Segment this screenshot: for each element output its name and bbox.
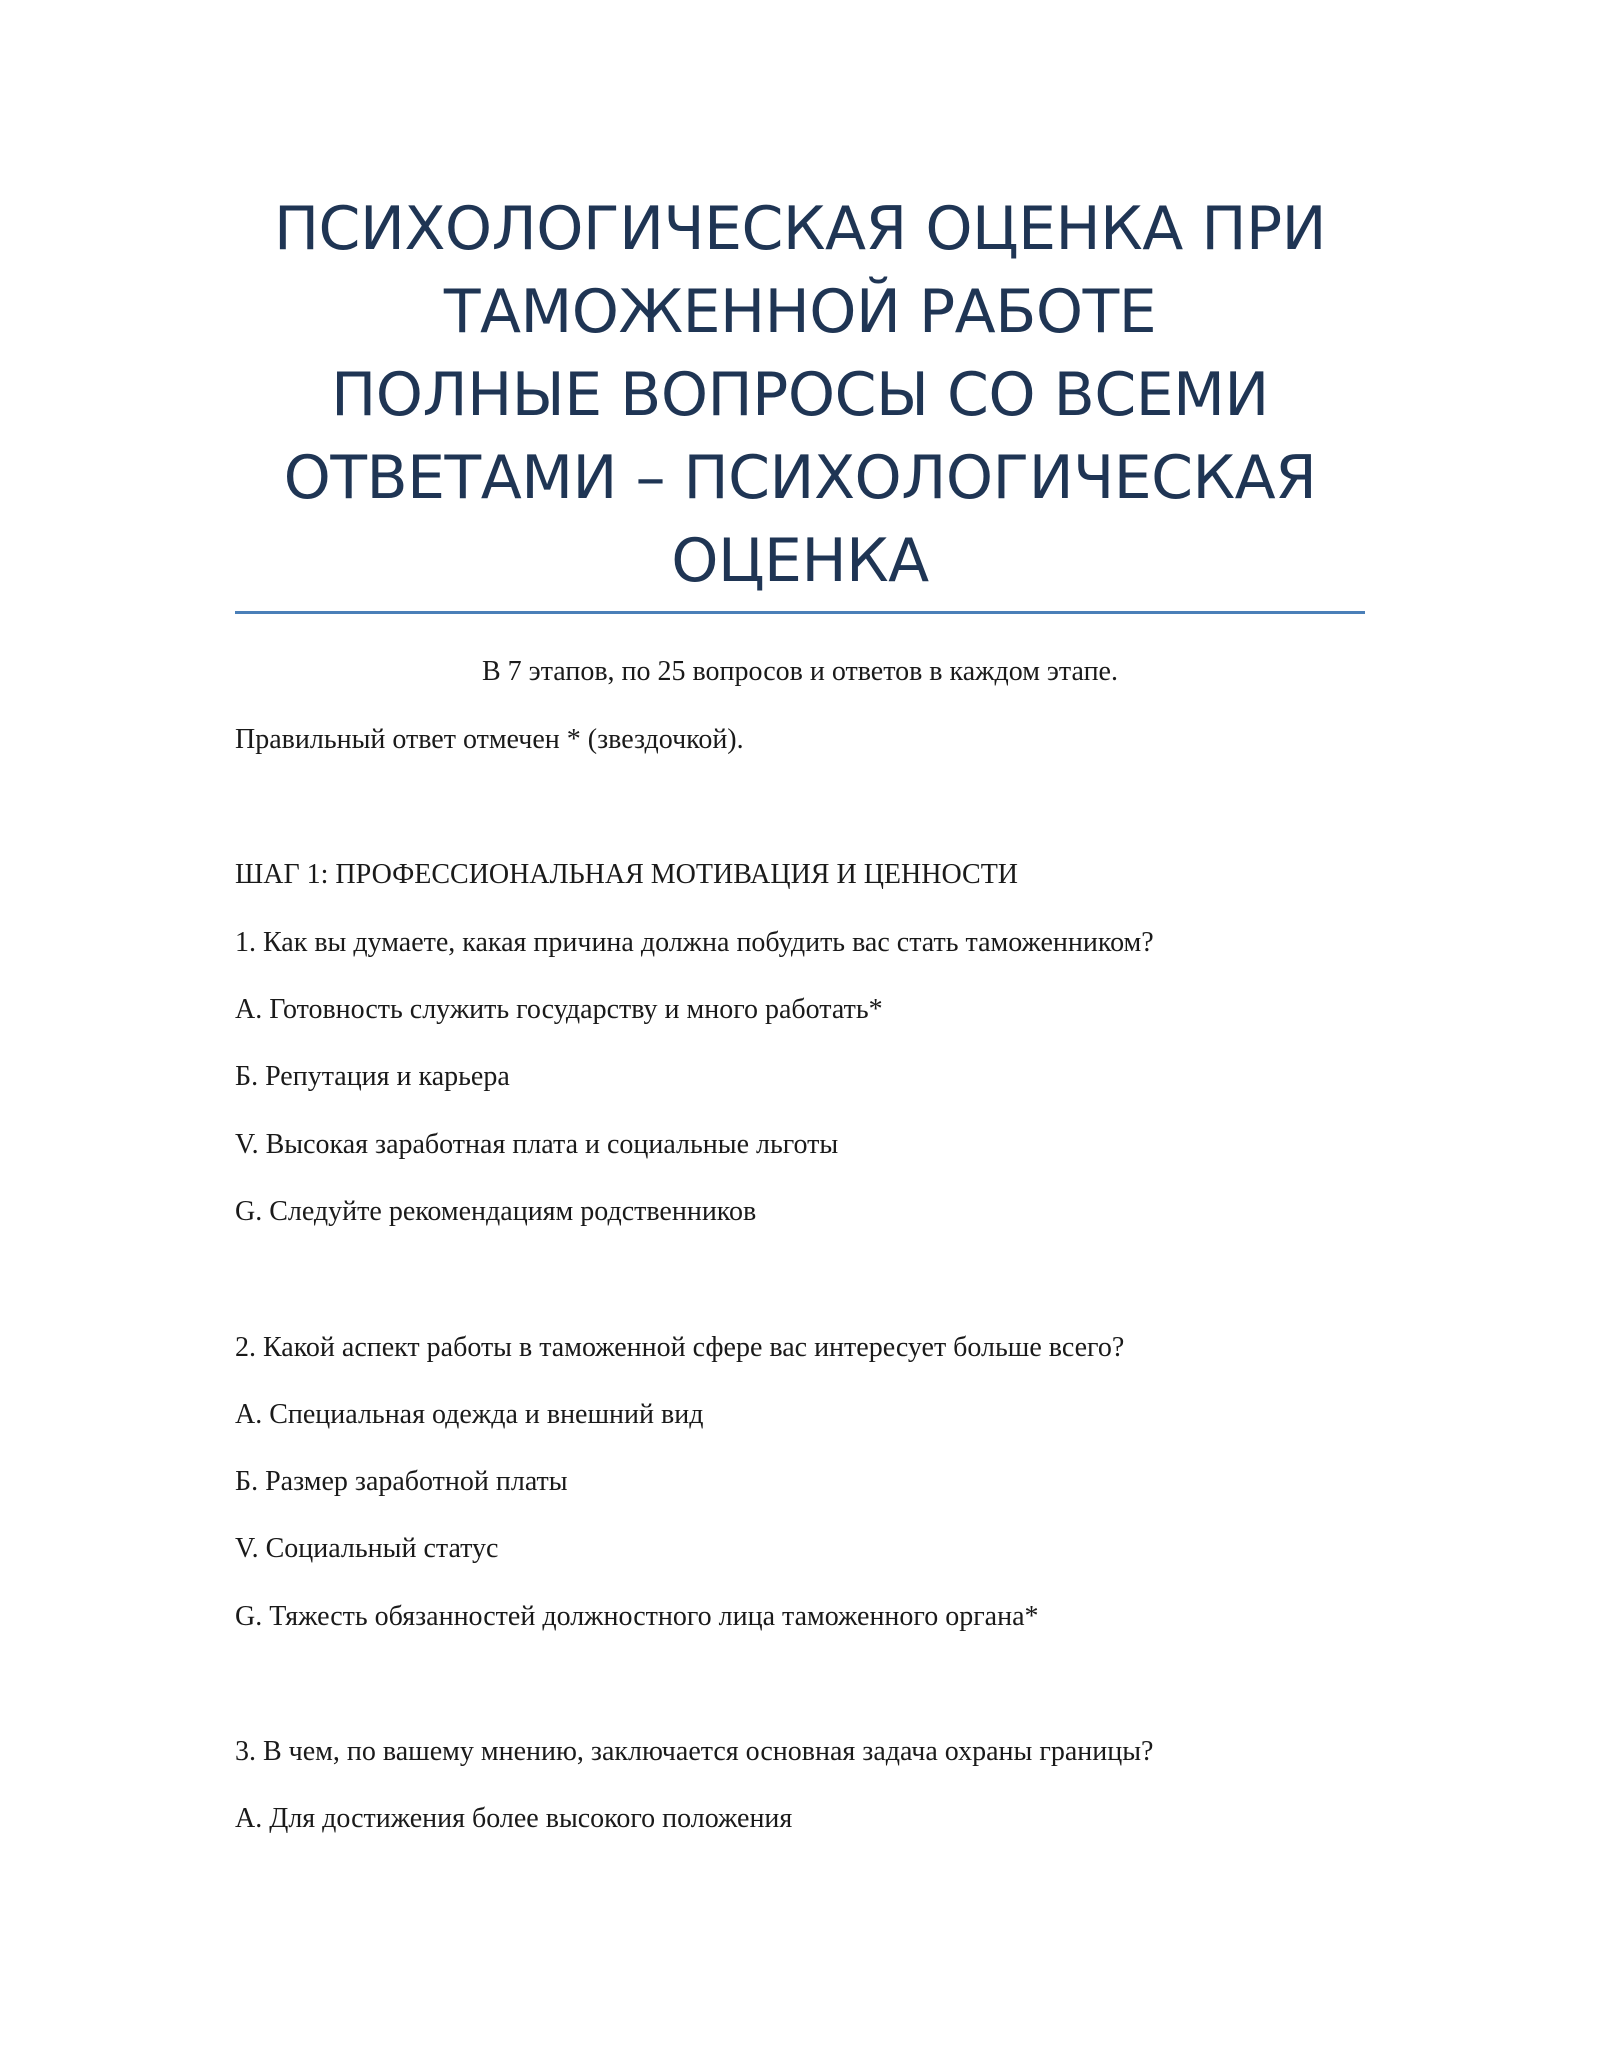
question-text: 1. Как вы думаете, какая причина должна побудить вас стать таможенником?: [235, 927, 1154, 958]
answer-option: Б. Размер заработной платы: [235, 1466, 568, 1497]
title-line: ОЦЕНКА: [671, 526, 929, 596]
answer-note: Правильный ответ отмечен * (звездочкой).: [235, 724, 744, 755]
answer-option: G. Тяжесть обязанностей должностного лица таможенного органа*: [235, 1601, 1039, 1632]
title-line: ПСИХОЛОГИЧЕСКАЯ ОЦЕНКА ПРИ: [273, 194, 1327, 264]
document-subtitle: В 7 этапов, по 25 вопросов и ответов в каждом этапе.: [482, 656, 1118, 687]
document-title: [235, 188, 1365, 603]
section-heading: ШАГ 1: ПРОФЕССИОНАЛЬНАЯ МОТИВАЦИЯ И ЦЕННОСТИ: [235, 859, 1019, 890]
answer-option: A. Специальная одежда и внешний вид: [235, 1399, 704, 1430]
title-divider: [235, 611, 1365, 614]
title-line: ОТВЕТАМИ – ПСИХОЛОГИЧЕСКАЯ: [283, 443, 1317, 513]
answer-option: Б. Репутация и карьера: [235, 1061, 510, 1092]
question-text: 3. В чем, по вашему мнению, заключается основная задача охраны границы?: [235, 1736, 1154, 1767]
answer-option: V. Социальный статус: [235, 1533, 499, 1564]
answer-option: V. Высокая заработная плата и социальные льготы: [235, 1129, 839, 1160]
title-line: ПОЛНЫЕ ВОПРОСЫ СО ВСЕМИ: [331, 360, 1269, 430]
answer-option: A. Для достижения более высокого положения: [235, 1803, 793, 1834]
answer-option: G. Следуйте рекомендациям родственников: [235, 1196, 757, 1227]
title-line: ТАМОЖЕННОЙ РАБОТЕ: [443, 277, 1157, 347]
question-text: 2. Какой аспект работы в таможенной сфере вас интересует больше всего?: [235, 1332, 1125, 1363]
answer-option: A. Готовность служить государству и много работать*: [235, 994, 883, 1025]
